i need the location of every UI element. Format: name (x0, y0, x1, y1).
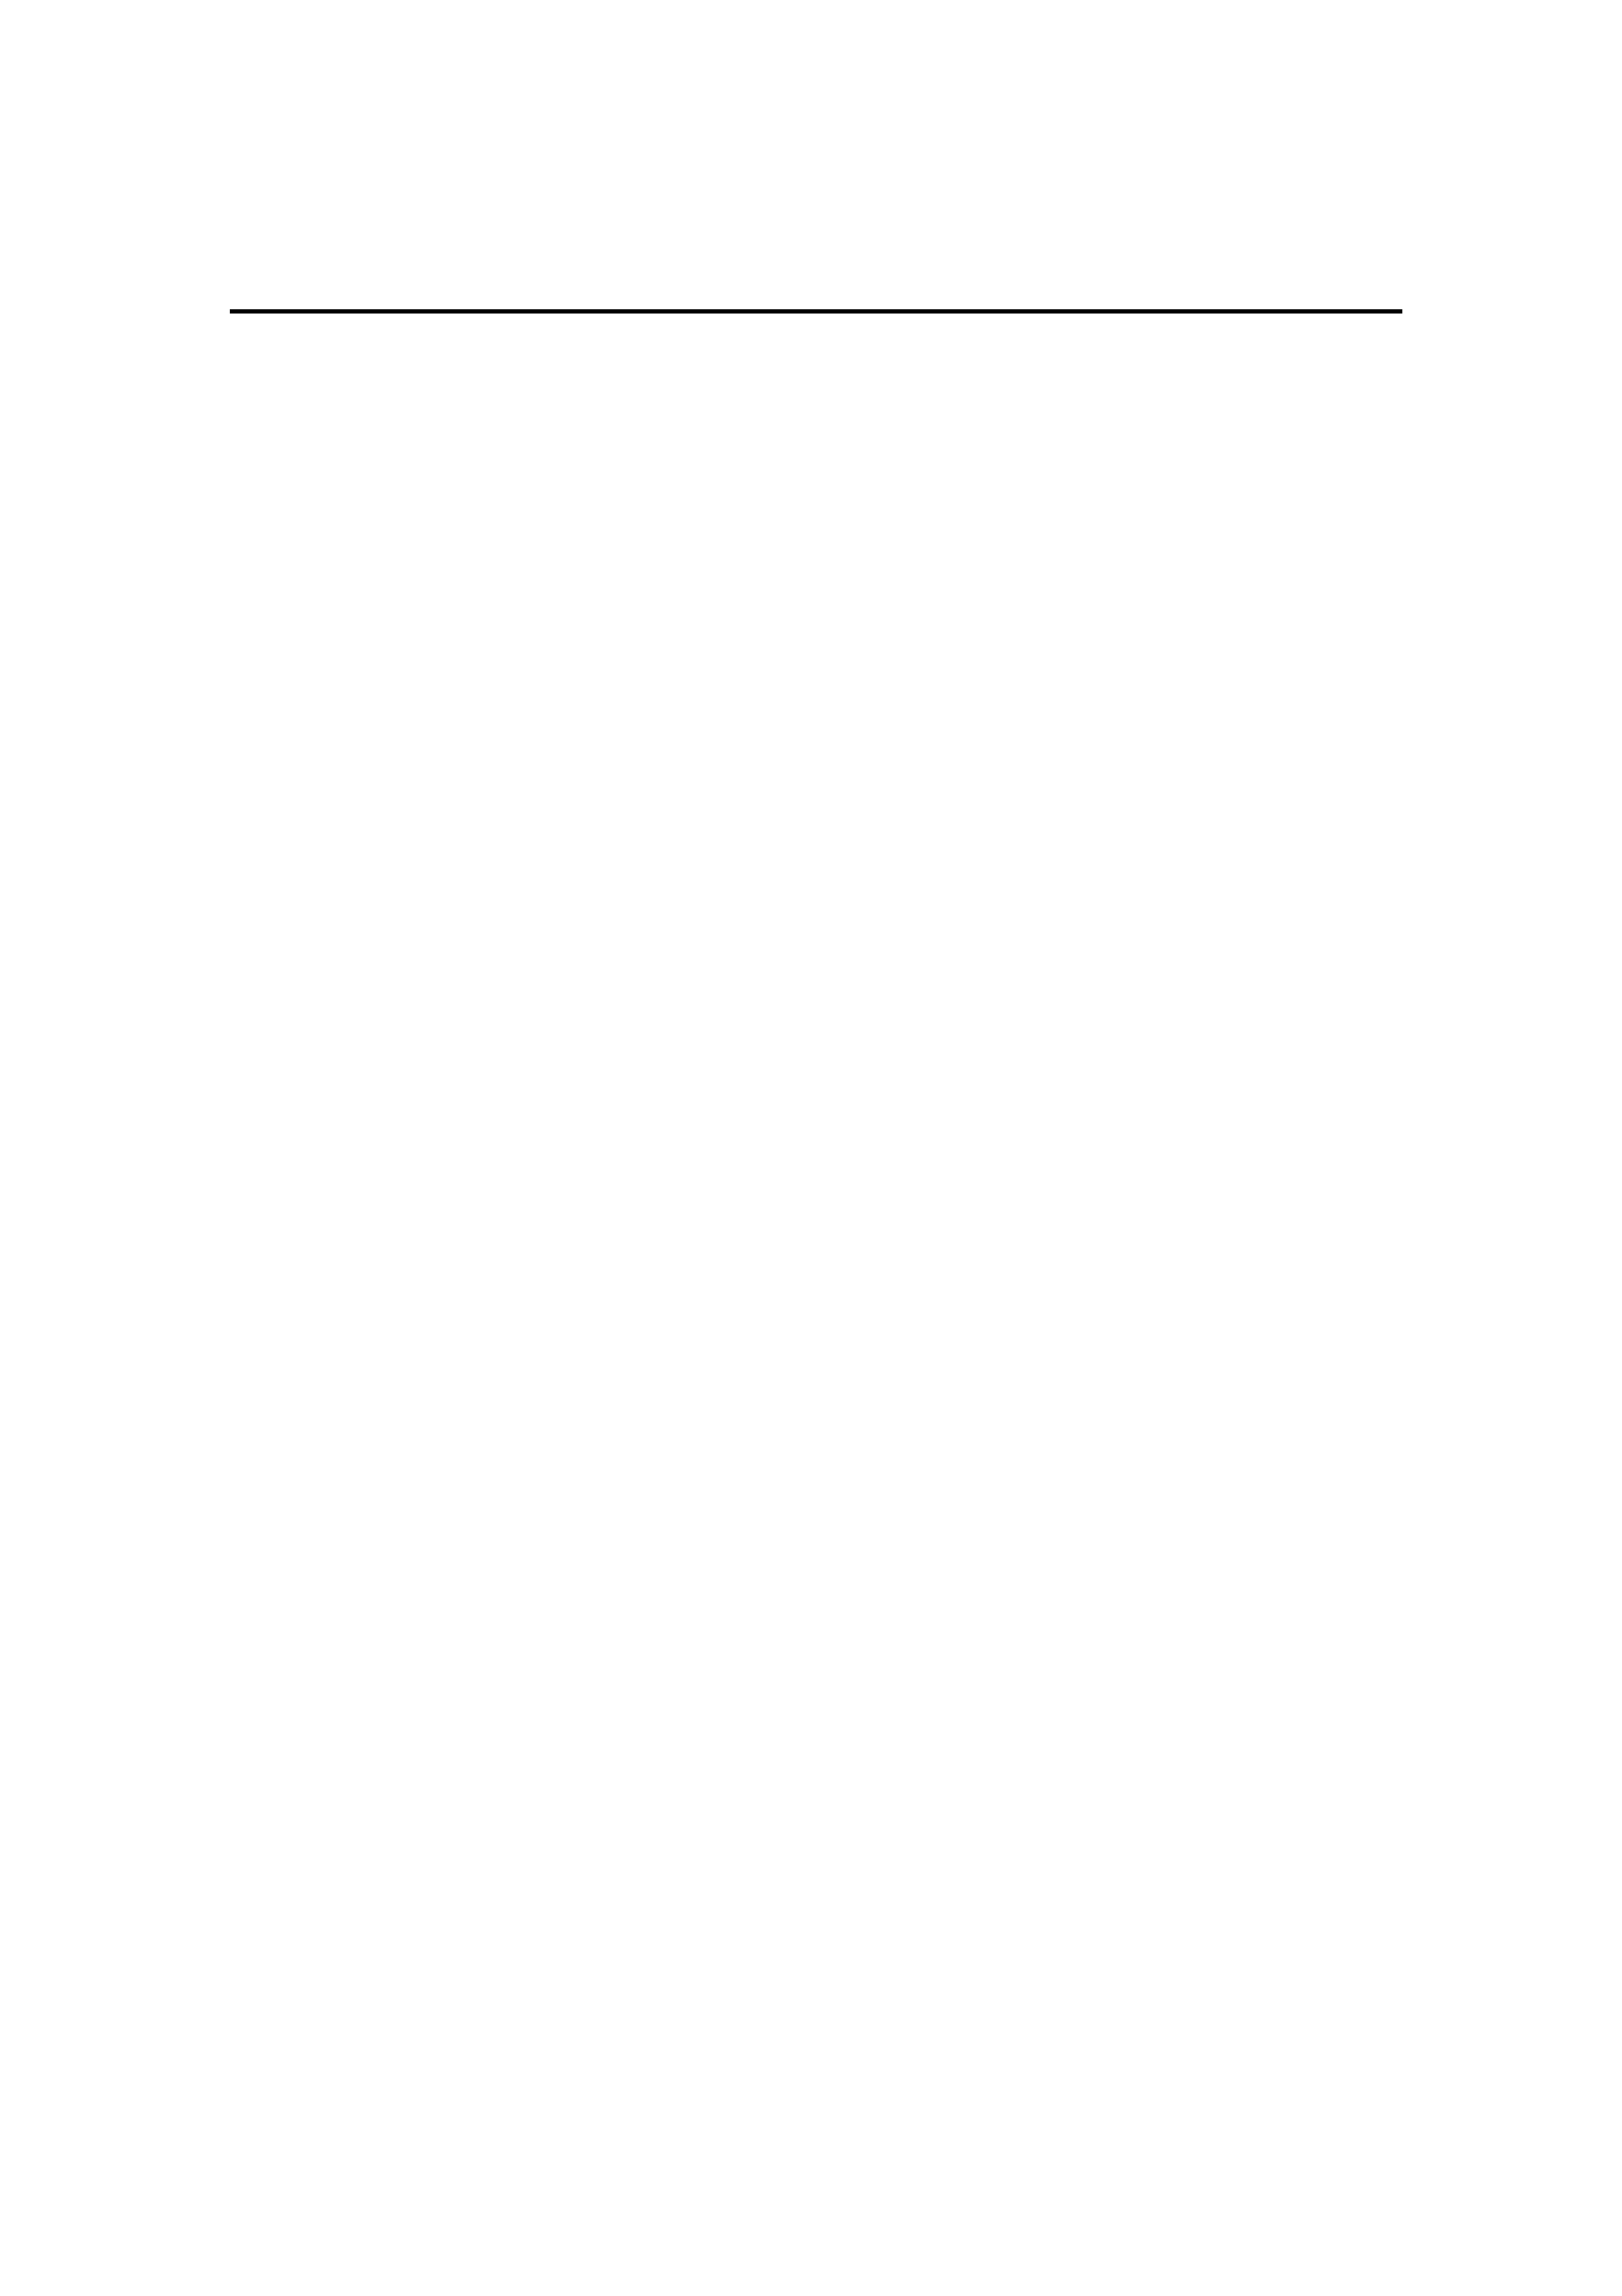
title-rule (230, 309, 1402, 314)
